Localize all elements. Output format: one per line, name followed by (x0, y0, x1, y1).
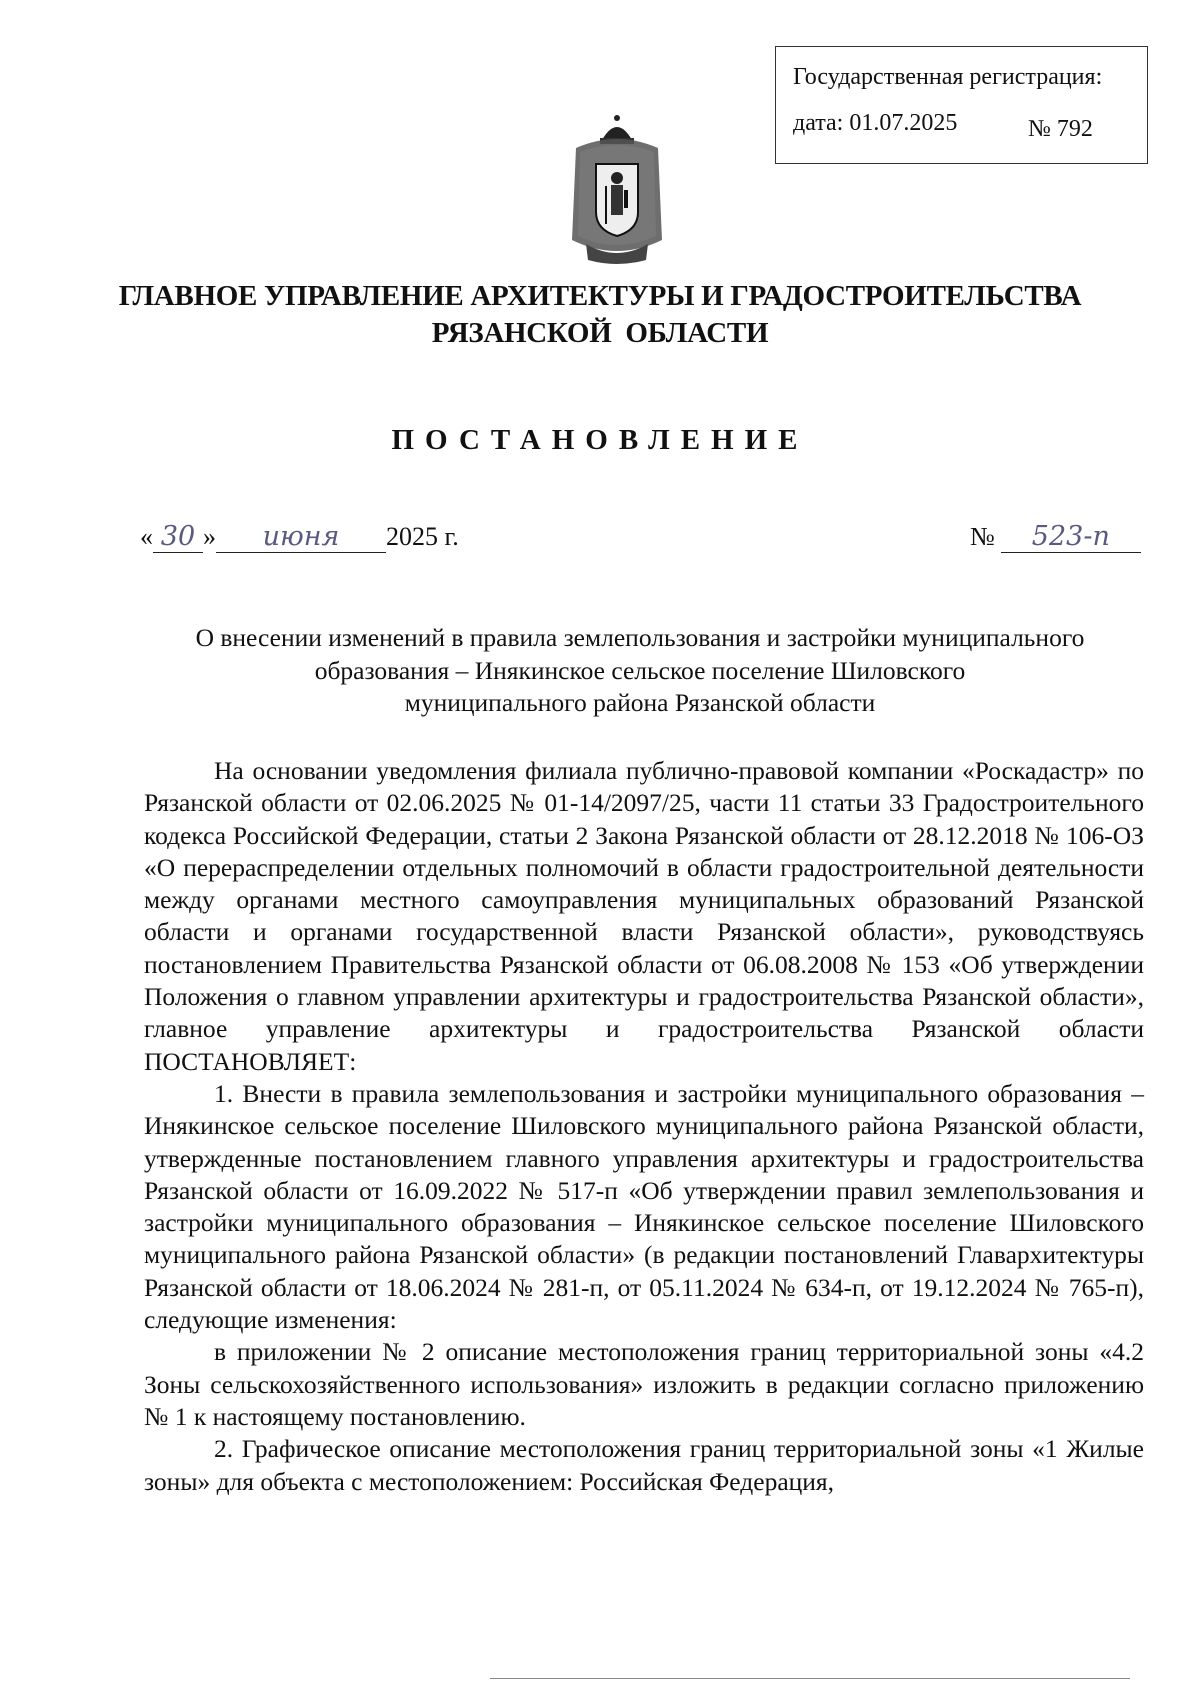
number-value: 523-п (1001, 522, 1141, 553)
document-type: ПОСТАНОВЛЕНИЕ (391, 424, 809, 456)
registration-title: Государственная регистрация: (793, 64, 1103, 90)
subject-line-2: образования – Инякинское сельское поселение Шиловского (314, 655, 966, 685)
paragraph-appendix: в приложении № 2 описание местоположения границ территориальной зоны «4.2 Зоны сельскохозяйственного использования» изложить в редакции согласно приложению № 1 к настоящему постановлению. (144, 1337, 1144, 1431)
subject-line-1: О внесении изменений в правила землепользования и застройки муниципального (195, 623, 1085, 652)
date-day: 30 (153, 522, 203, 553)
document-date (140, 522, 620, 562)
paragraph-item-1: 1. Внести в правила землепользования и застройки муниципального образования – Инякинское сельское поселение Шиловского муниципального района Рязанской области, утвержденные постановлением главного управления архитектуры и градостроительства Рязанской области от 16.09.2022 № 517-п «Об утверждении правил землепользования и застройки муниципального образования – Инякинское сельское поселение Шиловского муниципального района Рязанской области» (в редакции постановлений Главархитектуры Рязанской области от 18.06.2024 № 281-п, от 05.11.2024 № 634-п, от 19.12.2024 № 765-п), следующие изменения: (144, 1078, 1144, 1335)
date-year: 2025 г. (386, 522, 459, 551)
number-sign: № (970, 522, 995, 551)
date-month: июня (216, 522, 386, 553)
subject-line-3: муниципального района Рязанской области (404, 688, 876, 717)
registration-date: дата: 01.07.2025 (793, 110, 958, 136)
paragraph-basis: На основании уведомления филиала публично-правовой компании «Роскадастр» по Рязанской области от 02.06.2025 № 01-14/2097/25, части 11 статьи 33 Градостроительного кодекса Российской Федерации, статьи 2 Закона Рязанской области от 28.12.2018 № 106-ОЗ «О перераспределении отдельных полномочий в области градостроительной деятельности между органами местного самоуправления муниципальных образований Рязанской области и органами государственной власти Рязанской области», руководствуясь постановлением Правительства Рязанской области от 06.08.2008 № 153 «Об утверждении Положения о главном управлении архитектуры и градостроительства Рязанской области», главное управление архитектуры и градостроительства Рязанской области ПОСТАНОВЛЯЕТ: (144, 756, 1144, 1076)
organization-name (0, 278, 1200, 352)
organization-line-2: РЯЗАНСКОЙ ОБЛАСТИ (431, 317, 769, 349)
organization-line-1: ГЛАВНОЕ УПРАВЛЕНИЕ АРХИТЕКТУРЫ И ГРАДОСТРОИТЕЛЬСТВА (118, 280, 1082, 312)
document-body (144, 755, 1144, 1498)
date-close-quote: » (203, 522, 216, 551)
document-number (970, 522, 1170, 562)
registration-stamp (775, 46, 1148, 164)
registration-number: № 792 (1028, 116, 1093, 142)
document-subject (140, 622, 1140, 720)
date-open-quote: « (140, 522, 153, 551)
footer-divider (490, 1678, 1130, 1679)
coat-of-arms-icon (566, 112, 668, 268)
paragraph-item-2: 2. Графическое описание местоположения границ территориальной зоны «1 Жилые зоны» для объекта с местоположением: Российская Федерация, (144, 1434, 1144, 1496)
